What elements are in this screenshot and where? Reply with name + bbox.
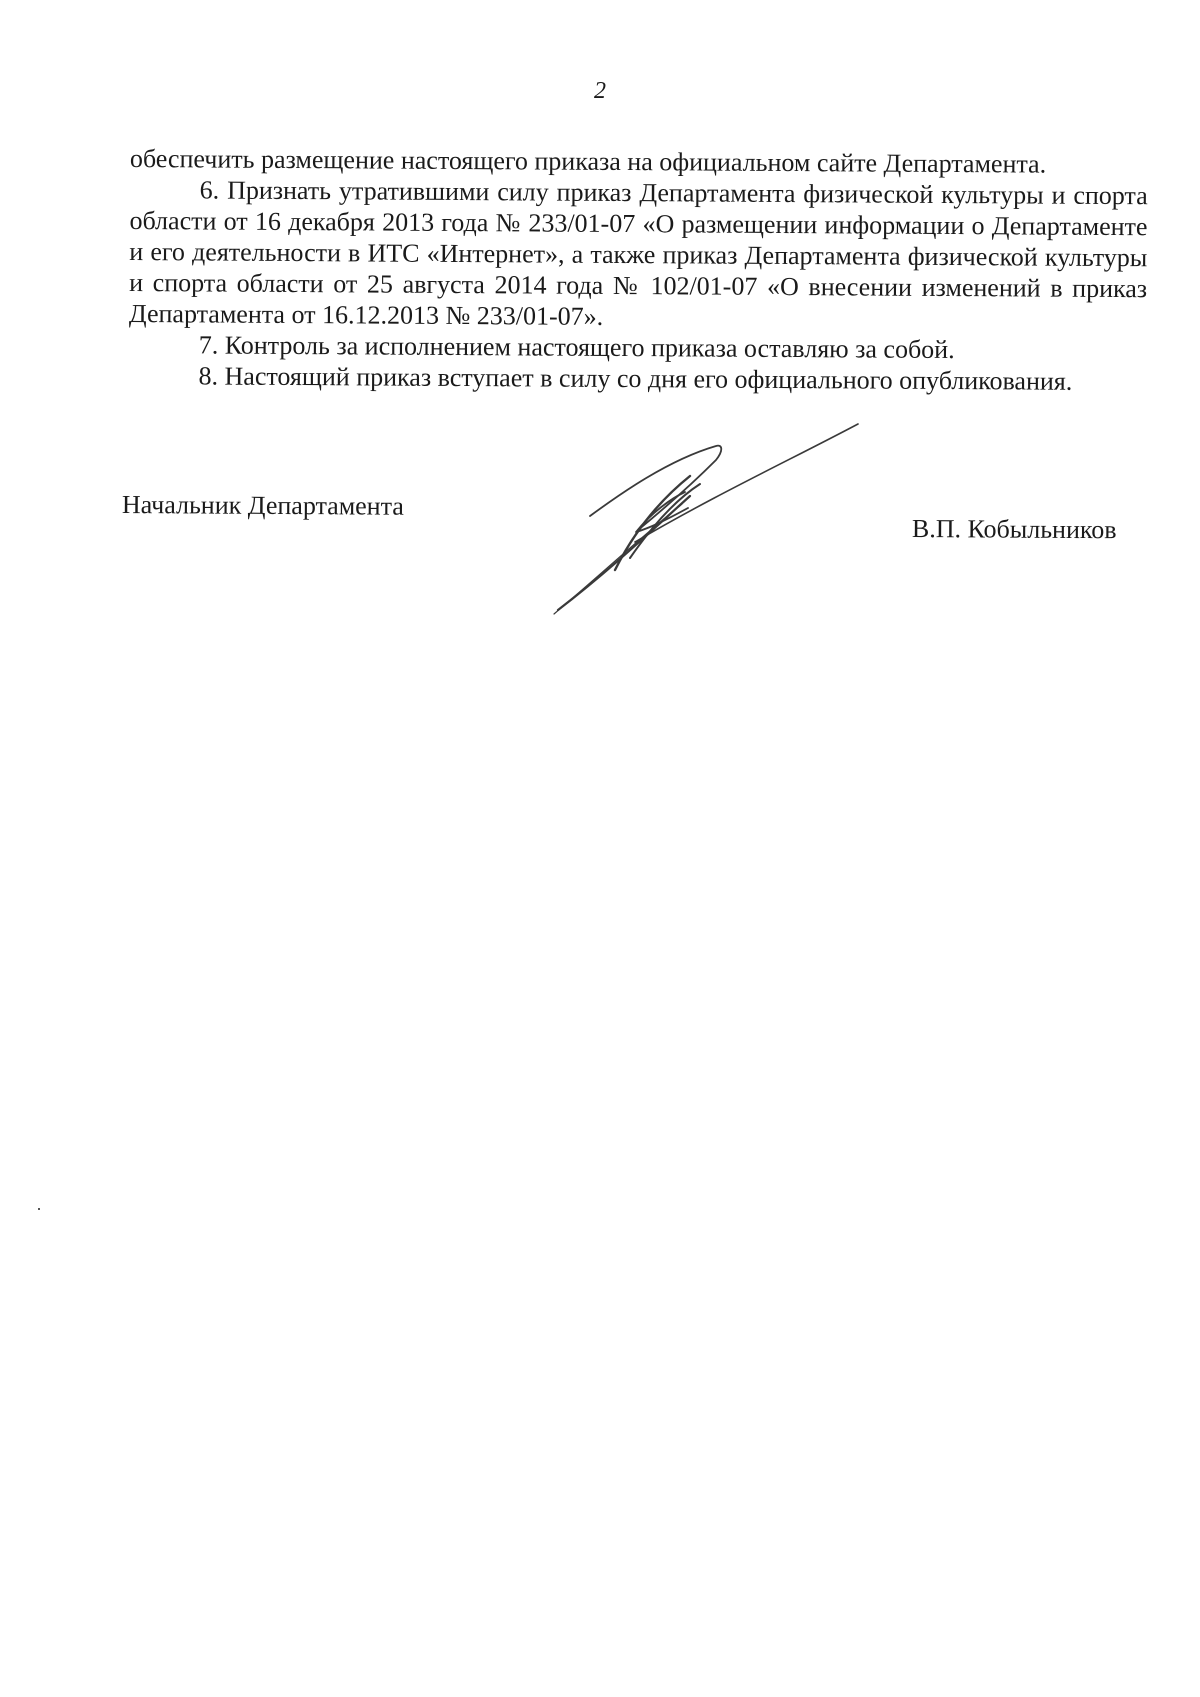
scan-speck [38, 1208, 40, 1210]
paragraph-item-7: 7. Контроль за исполнением настоящего приказа оставляю за собой. [198, 330, 955, 365]
signatory-position: Начальник Департамента [121, 490, 404, 521]
paragraph-item-8: 8. Настоящий приказ вступает в силу со дня его официального опубликования. [198, 361, 1073, 396]
handwritten-signature [540, 420, 900, 630]
paragraph-item-6: 6. Признать утратившими силу приказ Департамента физической культуры и спорта области от 16 декабря 2013 года № 233/01-07 «О размещении информации о Департаменте и его деятельности в ИТС «Интернет», а также приказ Департамента физической культуры и спорта области от 25 августа 2014 года № 102/01-07 «О внесении изменений в приказ Департамента от 16.12.2013 № 233/01-07». [128, 175, 1148, 331]
page-number: 2 [594, 78, 606, 104]
paragraph-continuation: обеспечить размещение настоящего приказа на официальном сайте Департамента. [129, 143, 1047, 179]
signatory-name: В.П. Кобыльников [911, 514, 1117, 545]
